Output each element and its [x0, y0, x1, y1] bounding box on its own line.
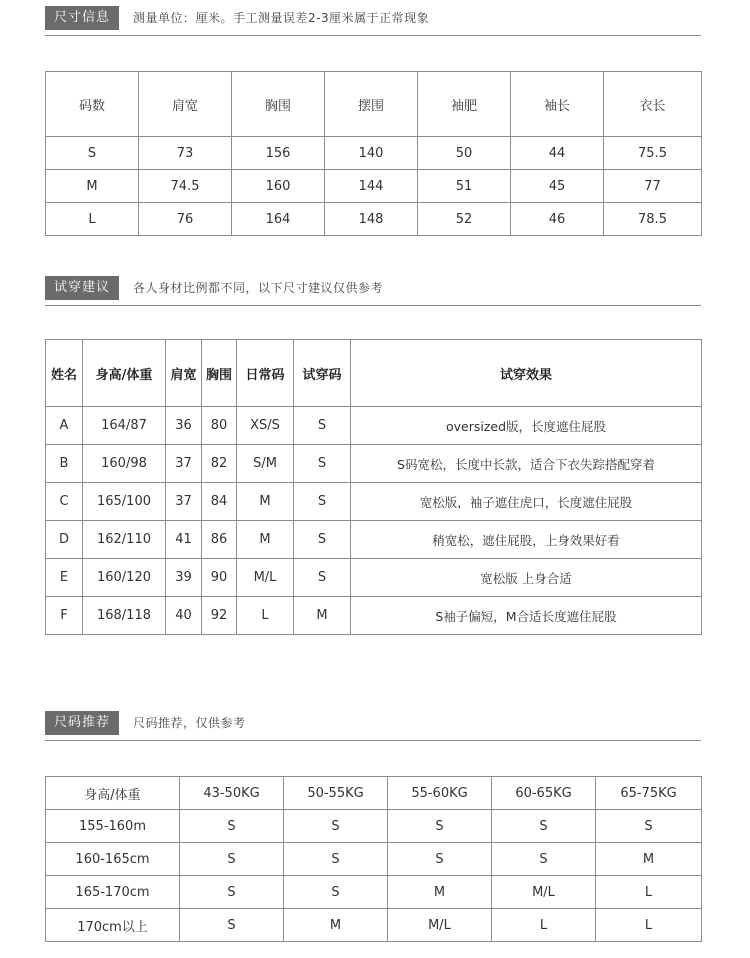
table-cell: S	[284, 810, 388, 843]
table-row	[46, 137, 702, 170]
table-cell: L	[492, 909, 596, 942]
table-cell: 155-160m	[46, 810, 180, 843]
table-cell: 160-165cm	[46, 843, 180, 876]
column-header: 身高/体重	[46, 777, 180, 810]
table-cell: S	[294, 559, 351, 597]
table-row	[46, 597, 702, 635]
table-cell: L	[46, 203, 139, 236]
table-cell: oversized版，长度遮住屁股	[351, 407, 702, 445]
table-cell: M	[388, 876, 492, 909]
column-header: 码数	[46, 72, 139, 137]
table-cell: S	[180, 876, 284, 909]
table-cell: 164	[232, 203, 325, 236]
table-row	[46, 876, 702, 909]
table-row	[46, 407, 702, 445]
table-cell: M	[596, 843, 702, 876]
table-cell: 73	[139, 137, 232, 170]
table-cell: S	[46, 137, 139, 170]
table-cell: 86	[202, 521, 237, 559]
column-header: 试穿效果	[351, 340, 702, 407]
table-cell: S	[284, 843, 388, 876]
table-cell: S	[180, 810, 284, 843]
table-cell: 45	[511, 170, 604, 203]
section-desc: 测量单位：厘米。手工测量误差2-3厘米属于正常现象	[133, 11, 430, 25]
table-cell: 75.5	[604, 137, 702, 170]
table-cell: 80	[202, 407, 237, 445]
table-cell: 40	[166, 597, 202, 635]
table-cell: S	[294, 445, 351, 483]
table-cell: 37	[166, 483, 202, 521]
table-row	[46, 843, 702, 876]
table-cell: M	[237, 483, 294, 521]
section-divider	[45, 35, 701, 36]
column-header: 试穿码	[294, 340, 351, 407]
table-cell: M/L	[388, 909, 492, 942]
table-cell: 74.5	[139, 170, 232, 203]
table-cell: C	[46, 483, 83, 521]
table-header-row	[46, 777, 702, 810]
table-cell: 78.5	[604, 203, 702, 236]
table-cell: 82	[202, 445, 237, 483]
table-cell: 90	[202, 559, 237, 597]
table-cell: 39	[166, 559, 202, 597]
table-cell: 168/118	[83, 597, 166, 635]
column-header: 日常码	[237, 340, 294, 407]
column-header: 姓名	[46, 340, 83, 407]
table-cell: 51	[418, 170, 511, 203]
table-cell: 50	[418, 137, 511, 170]
table-cell: D	[46, 521, 83, 559]
table-cell: S	[180, 843, 284, 876]
table-cell: S	[492, 843, 596, 876]
table-cell: S	[284, 876, 388, 909]
table-cell: S	[596, 810, 702, 843]
table-cell: 162/110	[83, 521, 166, 559]
table-cell: S/M	[237, 445, 294, 483]
table-cell: S	[294, 407, 351, 445]
section-header-size-info	[45, 6, 701, 30]
table-cell: E	[46, 559, 83, 597]
table-cell: 36	[166, 407, 202, 445]
table-cell: 164/87	[83, 407, 166, 445]
table-cell: 稍宽松，遮住屁股，上身效果好看	[351, 521, 702, 559]
section-tag: 尺码推荐	[45, 711, 119, 735]
table-row	[46, 521, 702, 559]
table-row	[46, 170, 702, 203]
column-header: 胸围	[232, 72, 325, 137]
table-header-row	[46, 340, 702, 407]
column-header: 55-60KG	[388, 777, 492, 810]
column-header: 65-75KG	[596, 777, 702, 810]
table-cell: S码宽松，长度中长款，适合下衣失踪搭配穿着	[351, 445, 702, 483]
section-desc: 尺码推荐，仅供参考	[133, 716, 246, 730]
table-cell: L	[237, 597, 294, 635]
size-table	[45, 71, 702, 236]
table-cell: 160/98	[83, 445, 166, 483]
table-cell: L	[596, 909, 702, 942]
table-cell: 46	[511, 203, 604, 236]
table-cell: A	[46, 407, 83, 445]
column-header: 摆围	[325, 72, 418, 137]
table-cell: S	[492, 810, 596, 843]
table-cell: 165-170cm	[46, 876, 180, 909]
table-cell: 170cm以上	[46, 909, 180, 942]
table-cell: 宽松版，袖子遮住虎口，长度遮住屁股	[351, 483, 702, 521]
section-tag: 试穿建议	[45, 276, 119, 300]
table-row	[46, 203, 702, 236]
table-cell: M/L	[237, 559, 294, 597]
table-cell: F	[46, 597, 83, 635]
table-header-row	[46, 72, 702, 137]
section-desc: 各人身材比例都不同，以下尺寸建议仅供参考	[133, 281, 384, 295]
table-cell: S袖子偏短，M合适长度遮住屁股	[351, 597, 702, 635]
column-header: 袖长	[511, 72, 604, 137]
column-header: 43-50KG	[180, 777, 284, 810]
column-header: 胸围	[202, 340, 237, 407]
column-header: 60-65KG	[492, 777, 596, 810]
column-header: 袖肥	[418, 72, 511, 137]
column-header: 肩宽	[166, 340, 202, 407]
column-header: 肩宽	[139, 72, 232, 137]
recommend-table	[45, 776, 702, 942]
table-cell: 160	[232, 170, 325, 203]
table-cell: 37	[166, 445, 202, 483]
table-cell: 76	[139, 203, 232, 236]
table-cell: M	[46, 170, 139, 203]
trial-table	[45, 339, 702, 635]
table-cell: 144	[325, 170, 418, 203]
section-divider	[45, 740, 701, 741]
section-tag: 尺寸信息	[45, 6, 119, 30]
section-header-recommend	[45, 711, 701, 735]
table-cell: 宽松版 上身合适	[351, 559, 702, 597]
table-row	[46, 909, 702, 942]
table-cell: M/L	[492, 876, 596, 909]
column-header: 50-55KG	[284, 777, 388, 810]
table-row	[46, 445, 702, 483]
table-cell: S	[294, 521, 351, 559]
table-cell: 52	[418, 203, 511, 236]
table-cell: XS/S	[237, 407, 294, 445]
section-header-try-on	[45, 276, 701, 300]
table-cell: 41	[166, 521, 202, 559]
table-row	[46, 483, 702, 521]
table-cell: 92	[202, 597, 237, 635]
table-cell: M	[294, 597, 351, 635]
table-cell: 77	[604, 170, 702, 203]
table-cell: S	[388, 843, 492, 876]
table-cell: M	[237, 521, 294, 559]
table-cell: 84	[202, 483, 237, 521]
table-cell: 160/120	[83, 559, 166, 597]
table-cell: S	[294, 483, 351, 521]
table-cell: L	[596, 876, 702, 909]
table-cell: 156	[232, 137, 325, 170]
table-cell: S	[388, 810, 492, 843]
table-cell: 44	[511, 137, 604, 170]
table-cell: 165/100	[83, 483, 166, 521]
section-divider	[45, 305, 701, 306]
column-header: 身高/体重	[83, 340, 166, 407]
table-cell: 140	[325, 137, 418, 170]
table-row	[46, 810, 702, 843]
table-row	[46, 559, 702, 597]
table-cell: B	[46, 445, 83, 483]
table-cell: 148	[325, 203, 418, 236]
table-cell: M	[284, 909, 388, 942]
table-cell: S	[180, 909, 284, 942]
column-header: 衣长	[604, 72, 702, 137]
